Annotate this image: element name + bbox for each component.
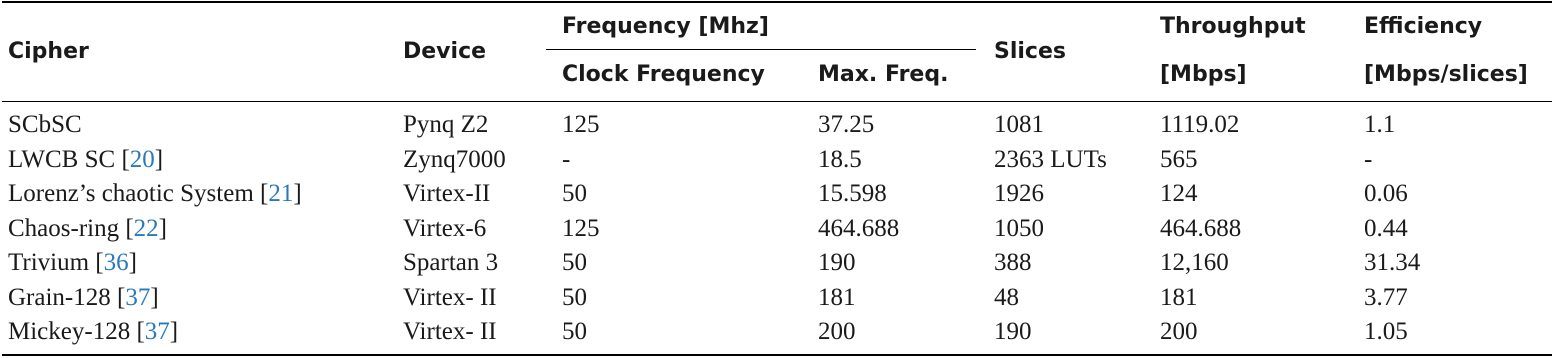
cell-slices: 1926 [994,180,1044,207]
cell-throughput: 12,160 [1160,249,1229,276]
cell-slices: 190 [994,318,1032,345]
header-throughput-unit: [Mbps] [1160,62,1247,87]
cell-cipher [8,179,302,209]
cell-cipher [8,110,82,140]
cell-clock: 125 [562,214,600,242]
cell-device: Virtex-II [403,180,491,207]
cell-clock: 50 [562,283,587,311]
header-bottom-rule [2,101,1552,102]
cell-efficiency: 31.34 [1364,249,1421,276]
cell-cipher [8,145,163,175]
cell-cipher [8,283,159,313]
header-cipher: Cipher [8,39,89,64]
cell-max: 15.598 [818,180,887,207]
citation-link[interactable]: 21 [268,180,294,207]
cell-throughput: 124 [1160,180,1198,207]
cell-clock: 50 [562,249,587,276]
cell-cipher [8,248,137,278]
cell-efficiency: 0.06 [1364,180,1408,207]
citation-bracket: ] [293,180,302,207]
cell-efficiency: 0.44 [1364,214,1408,242]
cipher-name: Chaos-ring [ [8,214,134,242]
cell-max: 18.5 [818,145,862,173]
cell-clock: - [562,145,571,173]
cell-throughput: 464.688 [1160,214,1242,242]
bottom-rule [2,354,1552,356]
cell-efficiency: 3.77 [1364,283,1408,311]
cell-max: 464.688 [818,214,900,242]
cell-max: 37.25 [818,111,875,138]
cell-device: Spartan 3 [403,249,499,276]
cell-slices: 2363 LUTs [994,145,1107,173]
cell-slices: 1081 [994,111,1044,138]
cell-throughput: 1119.02 [1160,111,1240,138]
cell-throughput: 181 [1160,283,1198,311]
cell-efficiency: 1.05 [1364,318,1408,345]
citation-link[interactable]: 20 [129,145,155,173]
cell-slices: 1050 [994,214,1044,242]
header-frequency-group: Frequency [Mhz] [562,14,769,39]
cell-device: Virtex- II [403,283,497,311]
header-max-freq: Max. Freq. [818,62,949,87]
cell-throughput: 565 [1160,145,1198,173]
citation-bracket: ] [154,145,164,173]
cell-max: 200 [818,318,856,345]
cipher-name: LWCB SC [ [8,145,130,173]
cell-max: 181 [818,283,856,311]
cell-device: Virtex- II [403,318,497,345]
cell-cipher [8,317,178,347]
header-efficiency-unit: [Mbps/slices] [1364,62,1528,87]
cell-clock: 50 [562,318,587,345]
cell-efficiency: 1.1 [1364,111,1396,138]
cell-slices: 388 [994,249,1032,276]
header-throughput: Throughput [1160,14,1306,39]
cell-device: Virtex-6 [403,214,487,242]
frequency-group-rule [546,49,976,50]
cell-clock: 50 [562,180,587,207]
cell-device: Pynq Z2 [403,111,489,138]
header-slices: Slices [994,39,1066,64]
cell-cipher [8,214,167,244]
cell-efficiency: - [1364,145,1373,173]
citation-bracket: ] [169,318,179,345]
cell-device: Zynq7000 [403,145,506,173]
cipher-name: SCbSC [8,111,82,138]
citation-bracket: ] [158,214,167,242]
cell-slices: 48 [994,283,1019,311]
citation-bracket: ] [150,283,159,311]
cell-max: 190 [818,249,856,276]
top-rule [2,1,1552,3]
header-efficiency: Efficiency [1364,14,1483,39]
citation-link[interactable]: 37 [144,318,170,345]
cipher-name: Grain-128 [ [8,283,126,311]
cell-clock: 125 [562,111,600,138]
cell-throughput: 200 [1160,318,1198,345]
header-clock-frequency: Clock Frequency [562,62,765,87]
citation-bracket: ] [128,249,137,276]
cipher-name: Mickey-128 [ [8,318,145,345]
citation-link[interactable]: 22 [133,214,159,242]
citation-link[interactable]: 37 [125,283,151,311]
cipher-name: Trivium [ [8,249,104,276]
cipher-name: Lorenz’s chaotic System [ [8,180,269,207]
citation-link[interactable]: 36 [103,249,129,276]
header-device: Device [403,39,487,64]
